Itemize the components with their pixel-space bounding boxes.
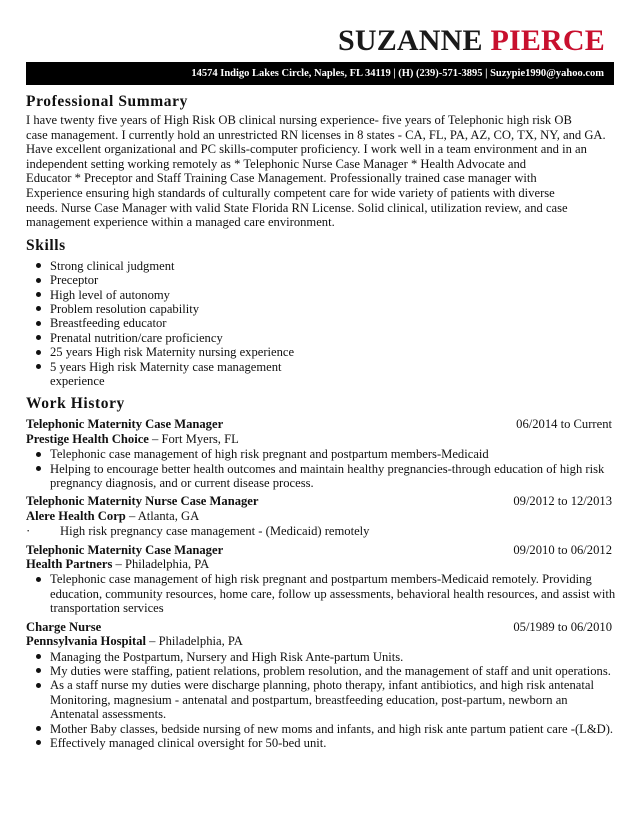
skill-item: Breastfeeding educator bbox=[26, 316, 320, 330]
contact-info: 14574 Indigo Lakes Circle, Naples, FL 34119 | (H) (239)-571-3895 | Suzypie1990@yahoo.com bbox=[191, 68, 604, 79]
skills-title: Skills bbox=[26, 236, 66, 254]
summary-line: independent setting working remotely as * Telephonic Nurse Case Manager * Health Advocate and bbox=[26, 156, 527, 171]
duty-item: Mother Baby classes, bedside nursing of new moms and infants, and high risk ante partum patient care -(L&D). bbox=[26, 722, 616, 736]
duty-item: Telephonic case management of high risk pregnant and postpartum members-Medicaid remotely. Providing education, community resources, home care, follow up assessments, behavioral health resources, and assist with transportation services bbox=[26, 572, 616, 615]
skill-item: High level of autonomy bbox=[26, 288, 320, 302]
summary-line: Have excellent organizational and PC skills-computer proficiency. I work well in a team environment and in an bbox=[26, 142, 587, 157]
job-entry bbox=[26, 417, 616, 490]
skill-item: Problem resolution capability bbox=[26, 302, 320, 316]
employer-line bbox=[26, 557, 616, 571]
employer-name: Pennsylvania Hospital bbox=[26, 634, 147, 649]
job-title: Telephonic Maternity Case Manager bbox=[26, 417, 224, 432]
duty-item: As a staff nurse my duties were discharge planning, photo therapy, infant antibiotics, and high risk antenatal Monitoring, magnesium - antenatal and postpartum, breastfeeding education, post-partum, newborn an Antenatal assessments. bbox=[26, 678, 616, 721]
employer-line bbox=[26, 432, 616, 446]
job-duties bbox=[26, 650, 616, 751]
duty-item: · High risk pregnancy case management - (Medicaid) remotely bbox=[26, 524, 616, 538]
duty-item: Effectively managed clinical oversight for 50-bed unit. bbox=[26, 736, 616, 750]
first-name: SUZANNE bbox=[337, 24, 483, 57]
employer-location: – Philadelphia, PA bbox=[112, 557, 210, 572]
job-dates: 05/1989 to 06/2010 bbox=[513, 619, 612, 634]
summary-section bbox=[26, 92, 616, 230]
candidate-name bbox=[338, 24, 605, 58]
employer-location: – Fort Myers, FL bbox=[148, 431, 239, 446]
job-duties bbox=[26, 572, 616, 615]
job-dates: 09/2012 to 12/2013 bbox=[513, 494, 612, 509]
job-entry bbox=[26, 543, 616, 616]
job-entry bbox=[26, 620, 616, 751]
summary-line: I have twenty five years of High Risk OB clinical nursing experience- five years of Telephonic high risk OB bbox=[26, 113, 572, 127]
summary-text bbox=[26, 113, 616, 230]
job-title: Telephonic Maternity Case Manager bbox=[26, 542, 224, 557]
summary-line: case management. I currently hold an unrestricted RN licenses in 8 states - CA, FL, PA, AZ, CO, TX, NY, and GA. bbox=[26, 127, 606, 142]
employer-name: Alere Health Corp bbox=[26, 508, 126, 523]
skill-item: Preceptor bbox=[26, 273, 320, 287]
skill-item: 5 years High risk Maternity case management experience bbox=[26, 360, 320, 389]
work-history-section bbox=[26, 394, 616, 750]
employer-name: Prestige Health Choice bbox=[26, 431, 149, 446]
skills-list bbox=[26, 259, 616, 389]
employer-location: – Philadelphia, PA bbox=[146, 634, 243, 649]
job-dates: 06/2014 to Current bbox=[516, 417, 612, 432]
summary-line: Experience ensuring high standards of culturally competent care for wide variety of patients with diverse bbox=[26, 185, 555, 200]
summary-title: Professional Summary bbox=[26, 93, 188, 110]
resume-body bbox=[26, 92, 616, 750]
summary-line: management experience within a managed care environment. bbox=[26, 215, 335, 230]
duty-item: Telephonic case management of high risk pregnant and postpartum members-Medicaid bbox=[26, 447, 616, 461]
work-history-title: Work History bbox=[26, 395, 125, 413]
job-duties bbox=[26, 524, 616, 538]
skill-item: Prenatal nutrition/care proficiency bbox=[26, 331, 320, 345]
job-dates: 09/2010 to 06/2012 bbox=[513, 542, 612, 557]
duty-item: Helping to encourage better health outcomes and maintain healthy pregnancies-through education of high risk pregnancy diagnosis, and or current disease process. bbox=[26, 462, 616, 491]
skill-item: Strong clinical judgment bbox=[26, 259, 320, 273]
job-duties bbox=[26, 447, 616, 490]
contact-bar bbox=[26, 62, 614, 85]
employer-location: – Atlanta, GA bbox=[125, 508, 200, 523]
job-title: Telephonic Maternity Nurse Case Manager bbox=[26, 494, 259, 509]
skill-item: 25 years High risk Maternity nursing experience bbox=[26, 345, 320, 359]
last-name: PIERCE bbox=[490, 24, 605, 57]
job-entry bbox=[26, 494, 616, 538]
summary-line: needs. Nurse Case Manager with valid State Florida RN License. Solid clinical, utilization review, and case bbox=[26, 200, 568, 215]
job-title: Charge Nurse bbox=[26, 619, 102, 634]
employer-name: Health Partners bbox=[26, 557, 113, 572]
duty-item: Managing the Postpartum, Nursery and High Risk Ante-partum Units. bbox=[26, 650, 616, 664]
employer-line bbox=[26, 509, 616, 523]
summary-line: Educator * Preceptor and Staff Training Case Management. Professionally trained case manager with bbox=[26, 171, 537, 186]
duty-item: My duties were staffing, patient relations, problem resolution, and the management of staff and unit operations. bbox=[26, 664, 616, 678]
employer-line bbox=[26, 634, 616, 648]
skills-section bbox=[26, 236, 616, 389]
